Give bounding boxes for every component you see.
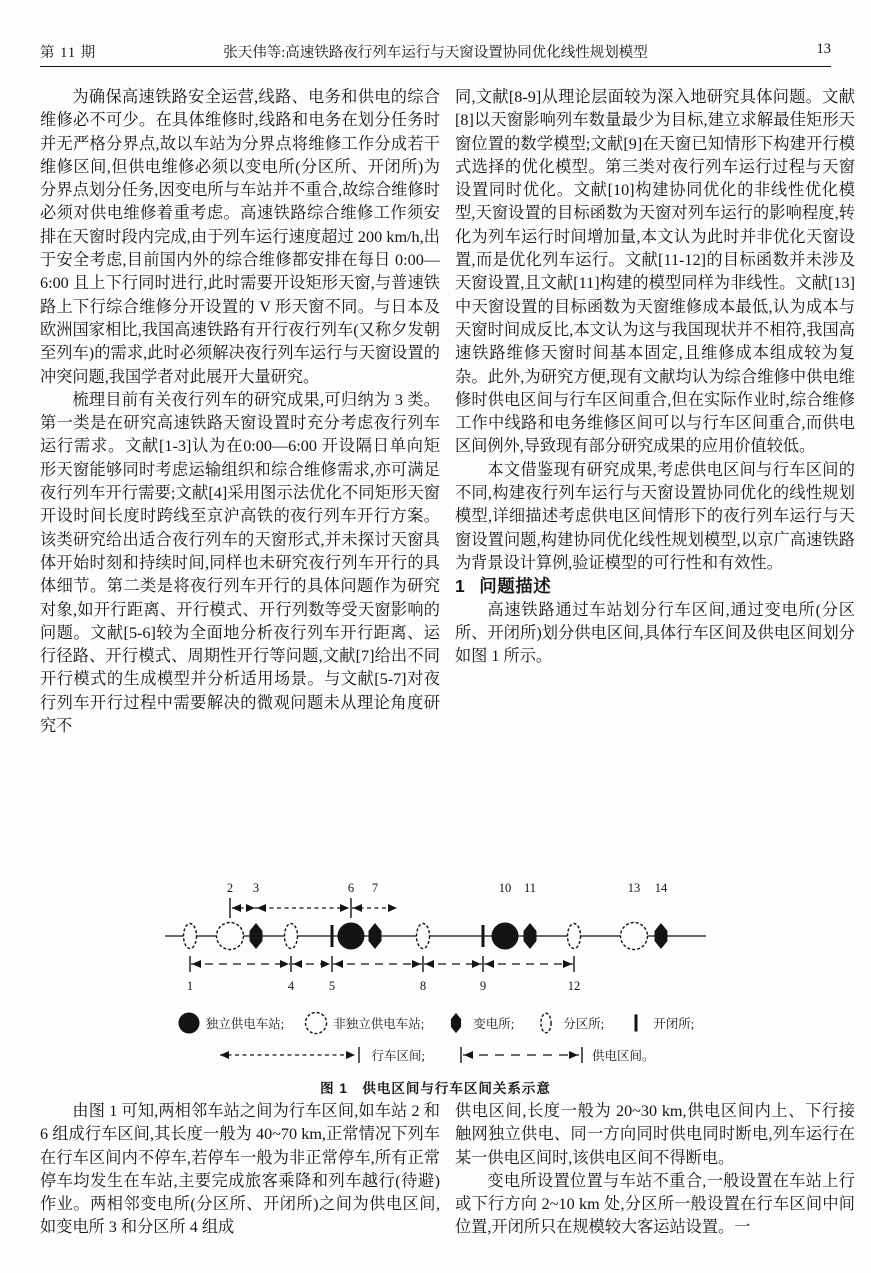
paragraph: 高速铁路通过车站划分行车区间,通过变电所(分区所、开闭所)划分供电区间,具体行车区间及供电区间划分如图 1 所示。 [455, 600, 855, 666]
paragraph: 供电区间,长度一般为 20~30 km,供电区间内上、下行接触网独立供电、同一方向同时供电同时断电,列车运行在某一供电区间时,该供电区间不得断电。 [455, 1102, 855, 1167]
svg-text:1: 1 [186, 979, 194, 993]
figure-caption: 图 1 供电区间与行车区间关系示意 [320, 1081, 551, 1096]
section-number: 1 [455, 576, 466, 597]
legend-item [534, 1010, 604, 1036]
substation-icon [444, 1010, 468, 1036]
svg-text:12: 12 [567, 979, 581, 993]
svg-text:4: 4 [287, 979, 295, 993]
header-issue: 第 11 期 [40, 45, 97, 61]
legend-item [459, 1045, 655, 1065]
svg-text:7: 7 [371, 881, 379, 895]
switch-post-icon [624, 1010, 648, 1036]
independent-station-icon [177, 1010, 201, 1036]
section-title: 问题描述 [479, 576, 552, 597]
legend-item [444, 1010, 514, 1036]
header-rule [40, 66, 831, 67]
column-left-top [40, 86, 440, 876]
column-right-bottom [455, 1100, 855, 1273]
legend-item [177, 1010, 284, 1036]
legend-item [304, 1010, 424, 1036]
figure-legend-intervals [163, 1045, 708, 1065]
svg-text:3: 3 [252, 881, 260, 895]
figure-diagram [163, 878, 708, 1002]
paragraph: 梳理目前有关夜行列车的研究成果,可归纳为 3 类。第一类是在研究高速铁路天窗设置时充分考虑夜行列车运行需求。文献[1-3]认为在0:00—6:00 开设隔日单向矩形天窗能够同时考虑运输组织和综合维修需求,亦可满足夜行列车开行需要;文献[4]采用图示法优化不同矩形天窗开设时间长度时跨线至京沪高铁的夜行列车开行方案。该类研究给出适合夜行列车的天窗形式,并未探讨天窗具体开始时刻和持续时间,同样也未研究夜行列车开行的具体细节。第二类是将夜行列车开行的具体问题作为研究对象,如开行距离、开行模式、开行列数等受天窗影响的问题。文献[5-6]较为全面地分析夜行列车开行距离、运行径路、开行模式、周期性开行等问题,文献[7]给出不同开行模式的生成模型并分析适用场景。与文献[5-7]对夜行列车开行过程中需要解决的微观问题未从理论角度研究不 [40, 390, 440, 736]
non-independent-station-icon [304, 1010, 328, 1036]
svg-text:6: 6 [347, 881, 355, 895]
paragraph: 同,文献[8-9]从理论层面较为深入地研究具体问题。文献[8]以天窗影响列车数量最少为目标,建立求解最佳矩形天窗位置的数学模型;文献[9]在天窗已知情形下构建开行模式选择的优化模型。第三类对夜行列车运行过程与天窗设置同时优化。文献[10]构建协同优化的非线性优化模型,天窗设置的目标函数为天窗对列车运行的影响程度,转化为列车运行时间增加量,本文认为此时并非优化天窗设置,而是优化列车运行。文献[11-12]的目标函数并未涉及天窗设置,且文献[11]构建的模型同样为非线性。文献[13]中天窗设置的目标函数为天窗维修成本最低,认为成本与天窗时间成反比,本文认为这与我国现状并不相符,我国高速铁路维修天窗时间基本固定,且维修成本组成较为复杂。此外,为研究方便,现有文献均认为综合维修中供电维修时供电区间与行车区间重合,但在实际作业时,综合维修工作中线路和电务维修区间可以与行车区间重合,而供电区间例外,导致现有部分研究成果的应用价值较低。 [455, 88, 855, 456]
header-page-number: 13 [816, 41, 831, 57]
legend-label: 分区所; [563, 1017, 605, 1031]
paragraph: 本文借鉴现有研究成果,考虑供电区间与行车区间的不同,构建夜行列车运行与天窗设置协同优化的线性规划模型,详细描述考虑供电区间情形下的夜行列车运行与天窗设置问题,构建协同优化线性规划模型,以京广高速铁路为背景设计算例,验证模型的可行性和有效性。 [455, 460, 855, 572]
legend-label: 非独立供电车站; [333, 1017, 425, 1031]
svg-text:5: 5 [328, 979, 336, 993]
legend-item [624, 1010, 694, 1036]
svg-text:2: 2 [226, 881, 234, 895]
paragraph: 为确保高速铁路安全运营,线路、电务和供电的综合维修必不可少。在具体维修时,线路和电务在划分任务时并无严格分界点,故以车站为分界点将维修工作分成若干维修区间,但供电维修必须以变电所(分区所、开闭所)为分界点划分任务,因变电所与车站并不重合,故综合维修时必须对供电维修着重考虑。高速铁路综合维修工作须安排在天窗时段内完成,由于列车运行速度超过 200 km/h,出于安全考虑,目前国内外的综合维修都安排在每日 0:00—6:00 且上下行同时进行,此时需要开设矩形天窗,与普速铁路上下行综合维修分开设置的 V 形天窗不同。与日本及欧洲国家相比,我国高速铁路有开行夜行列车(又称夕发朝至列车)的需求,此时必须解决夜行列车运行与天窗设置的冲突问题,我国学者对此展开大量研究。 [40, 88, 440, 386]
svg-text:9: 9 [479, 979, 487, 993]
legend-label: 行车区间; [371, 1049, 425, 1063]
figure-1 [163, 878, 708, 1097]
column-right-top [455, 86, 855, 876]
legend-item [217, 1045, 425, 1065]
legend-label: 变电所; [473, 1017, 515, 1031]
legend-label: 供电区间。 [591, 1049, 655, 1063]
svg-text:8: 8 [419, 979, 427, 993]
legend-label: 独立供电车站; [205, 1017, 285, 1031]
subsection-post-icon [534, 1010, 558, 1036]
travel-interval-arrow-icon [217, 1045, 367, 1065]
section-heading [455, 575, 855, 598]
legend-label: 开闭所; [653, 1017, 695, 1031]
column-left-bottom [40, 1100, 440, 1273]
svg-text:13: 13 [627, 881, 641, 895]
svg-text:14: 14 [654, 881, 668, 895]
paragraph: 由图 1 可知,两相邻车站之间为行车区间,如车站 2 和 6 组成行车区间,其长度一般为 40~70 km,正常情况下列车在行车区间内不停车,若停车一般为非正常停车,所有正常停车均发生在车站,主要完成旅客乘降和列车越行(待避)作业。两相邻变电所(分区所、开闭所)之间为供电区间,如变电所 3 和分区所 4 组成 [40, 1102, 440, 1237]
figure-legend-symbols [163, 1010, 708, 1036]
header-running-title: 张天伟等:高速铁路夜行列车运行与天窗设置协同优化线性规划模型 [223, 45, 648, 61]
paragraph: 变电所设置位置与车站不重合,一般设置在车站上行或下行方向 2~10 km 处,分区所一般设置在行车区间中间位置,开闭所只在规模较大客运站设置。一 [455, 1171, 855, 1237]
svg-text:11: 11 [523, 881, 537, 895]
supply-interval-arrow-icon [459, 1045, 587, 1065]
svg-text:10: 10 [498, 881, 512, 895]
